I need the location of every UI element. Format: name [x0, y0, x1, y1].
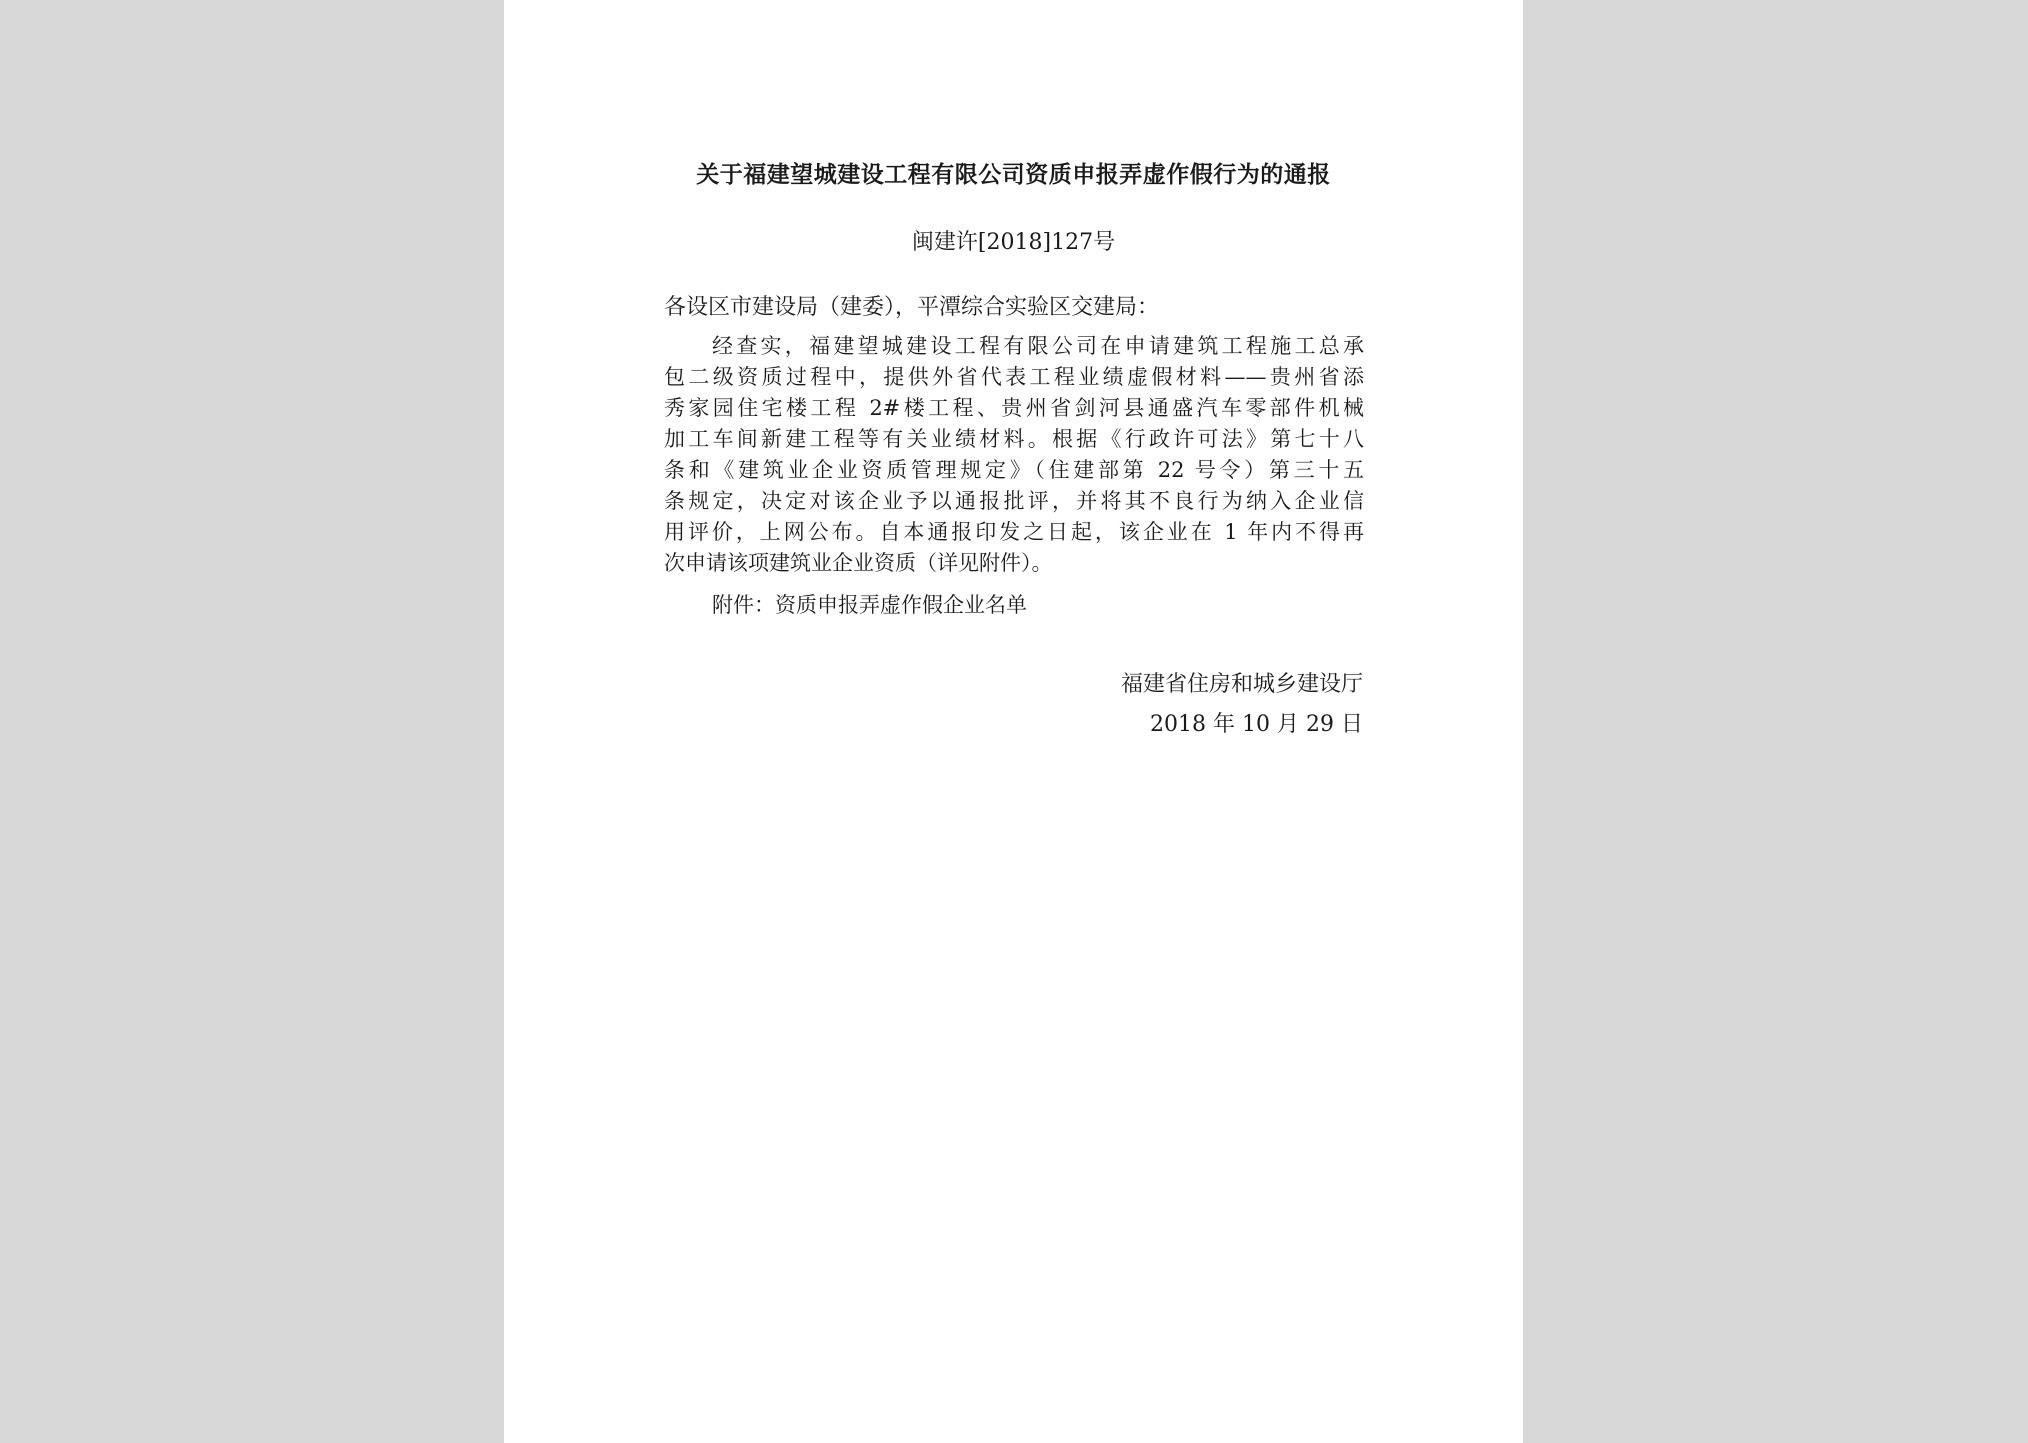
- salutation: 各设区市建设局（建委），平潭综合实验区交建局：: [664, 295, 1160, 320]
- body-line: 条和《建筑业企业资质管理规定》（住建部第 22 号令）第三十五: [664, 458, 1364, 482]
- issuing-authority: 福建省住房和城乡建设厅: [1120, 672, 1363, 697]
- issue-date: 2018 年 10 月 29 日: [1150, 712, 1363, 737]
- body-paragraph: [664, 331, 1364, 579]
- body-line: 包二级资质过程中，提供外省代表工程业绩虚假材料——贵州省添: [664, 365, 1364, 389]
- body-line: 秀家园住宅楼工程 2#楼工程、贵州省剑河县通盛汽车零部件机械: [664, 396, 1364, 420]
- document-title: 关于福建望城建设工程有限公司资质申报弄虚作假行为的通报: [696, 161, 1331, 188]
- body-line: 经查实，福建望城建设工程有限公司在申请建筑工程施工总承: [712, 334, 1364, 358]
- body-line: 条规定，决定对该企业予以通报批评，并将其不良行为纳入企业信: [664, 489, 1364, 513]
- attachment-note: 附件：资质申报弄虚作假企业名单: [712, 593, 1027, 617]
- body-line: 加工车间新建工程等有关业绩材料。根据《行政许可法》第七十八: [664, 427, 1364, 451]
- body-line: 用评价，上网公布。自本通报印发之日起，该企业在 1 年内不得再: [664, 520, 1364, 544]
- body-line: 次申请该项建筑业企业资质（详见附件）。: [664, 551, 1053, 575]
- document-number: 闽建许[2018]127号: [911, 230, 1116, 255]
- document-page: [504, 0, 1523, 1443]
